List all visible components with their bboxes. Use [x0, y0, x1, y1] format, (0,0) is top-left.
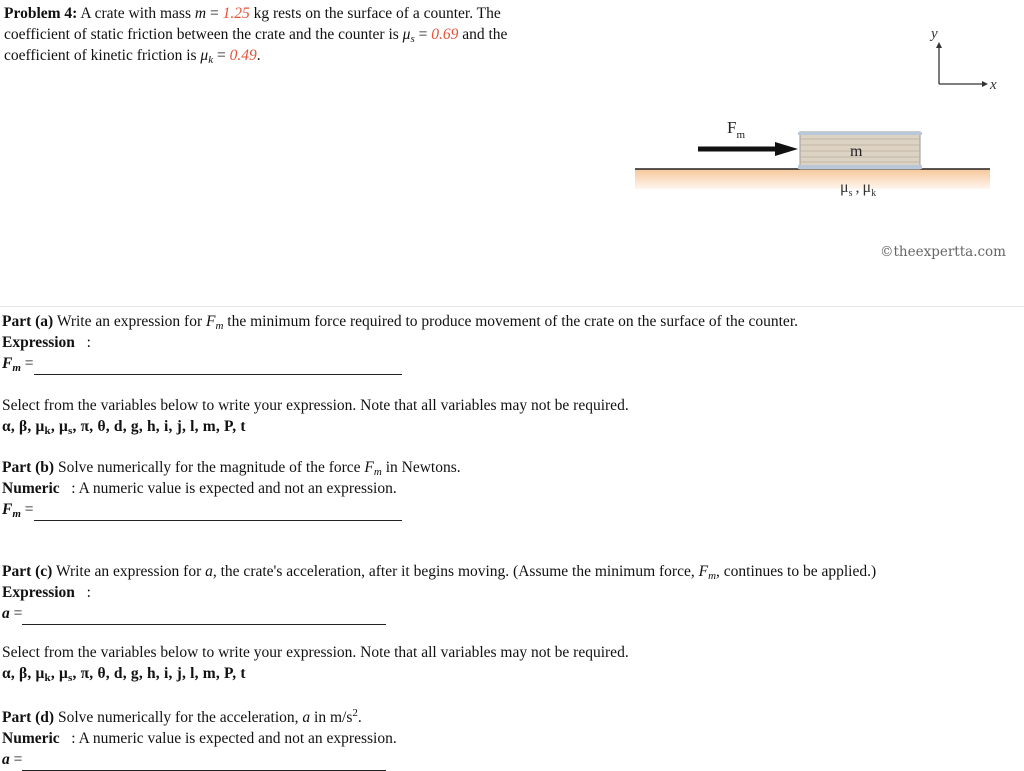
problem-line-3: coefficient of kinetic friction is $\mu_k = 0.49$. — [4, 47, 261, 66]
mu-s-value: 0.69 — [431, 26, 459, 43]
part-a-variable-list: α, β, $\mu_k$, $\mu_s$, π, θ, d, g, h, i, j, l, m, P, t — [2, 418, 246, 437]
mass-value: 1.25 — [222, 5, 250, 22]
crate-label: m — [850, 143, 863, 160]
axis-y-label: y — [931, 26, 938, 42]
force-label: $F_m$ — [727, 118, 746, 141]
part-c-variable-list: α, β, $\mu_k$, $\mu_s$, π, θ, d, g, h, i, j, l, m, P, t — [2, 665, 246, 684]
part-d — [2, 707, 397, 771]
part-a-answer-input[interactable] — [34, 353, 402, 375]
force-arrow-icon — [698, 142, 798, 156]
section-divider — [0, 306, 1024, 307]
friction-label: $\mu_s$ , $\mu_k$ — [840, 179, 877, 199]
part-a — [2, 311, 798, 375]
problem-figure — [630, 20, 1024, 270]
mu-k-value: 0.49 — [229, 47, 257, 64]
problem-statement — [4, 3, 507, 66]
part-a-question: Part (a) Write an expression for $F_m$ the minimum force required to produce movement of the crate on the surface of the counter. — [2, 313, 798, 332]
problem-label: Problem 4: — [4, 5, 78, 22]
counter-surface — [635, 169, 990, 189]
axes-icon — [936, 42, 988, 87]
part-d-answer-input[interactable] — [22, 749, 386, 771]
part-d-answer-row: a = — [2, 749, 397, 771]
part-a-kind: Expression : — [2, 334, 91, 351]
part-c-kind: Expression : — [2, 584, 91, 601]
part-c-answer-row: a = — [2, 603, 876, 625]
problem-line-2: coefficient of static friction between the crate and the counter is $\mu_s = 0.69$ and the — [4, 26, 508, 45]
part-b-answer-row: $F_m$ = — [2, 499, 461, 521]
watermark: ©theexpertta.com — [880, 244, 1006, 260]
part-a-answer-row: $F_m$ = — [2, 353, 798, 375]
part-b-kind: Numeric : A numeric value is expected and not an expression. — [2, 480, 397, 497]
problem-line-1: Problem 4: A crate with mass m = 1.25 kg rests on the surface of a counter. The — [4, 5, 501, 22]
part-c — [2, 561, 876, 625]
part-c-variables: Select from the variables below to write your expression. Note that all variables may not be required. α, β, $\mu_k$, $\mu_s$, π, θ, d, g, h, i, j, l, m, P, t — [2, 644, 629, 684]
part-c-question: Part (c) Write an expression for a, the crate's acceleration, after it begins moving. (Assume the minimum force, $F_m$, continues to be applied.) — [2, 563, 877, 582]
part-d-kind: Numeric : A numeric value is expected and not an expression. — [2, 730, 397, 747]
axis-x-label: x — [990, 77, 997, 93]
part-b-question: Part (b) Solve numerically for the magnitude of the force $F_m$ in Newtons. — [2, 459, 461, 478]
part-b — [2, 457, 461, 521]
part-d-question: Part (d) Solve numerically for the acceleration, a in $m/s^2$. — [2, 707, 362, 726]
part-a-variables: Select from the variables below to write your expression. Note that all variables may not be required. α, β, $\mu_k$, $\mu_s$, π, θ, d, g, h, i, j, l, m, P, t — [2, 397, 629, 437]
part-c-answer-input[interactable] — [22, 603, 386, 625]
part-b-answer-input[interactable] — [34, 499, 402, 521]
